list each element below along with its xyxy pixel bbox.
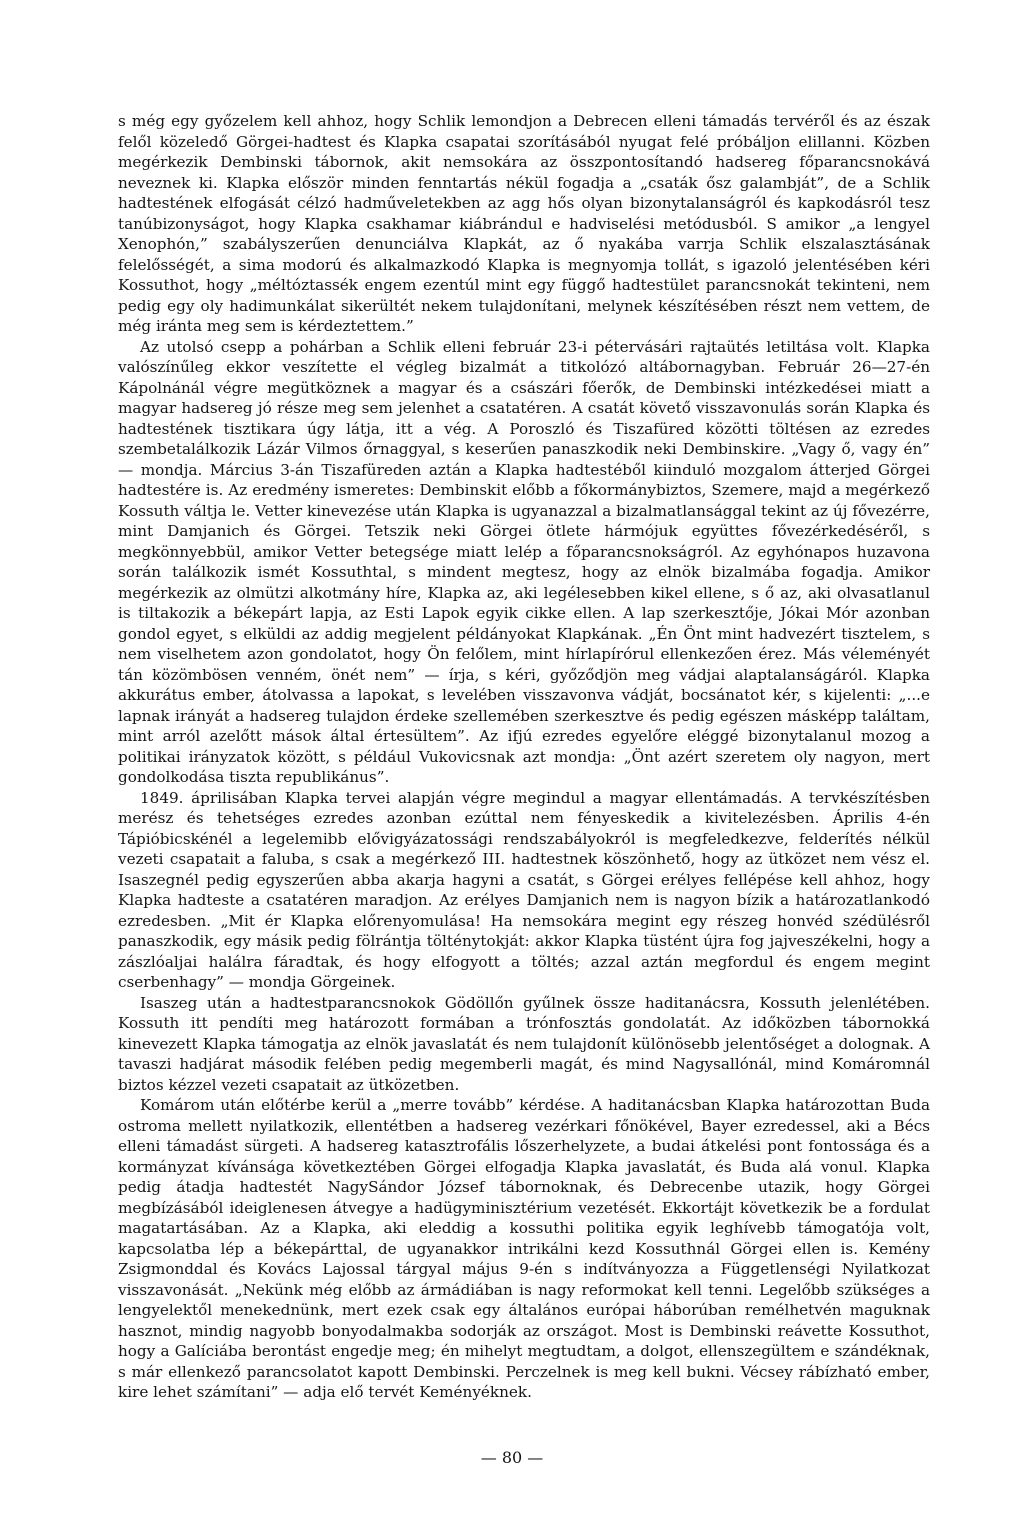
paragraph-5: Komárom után előtérbe kerül a „merre tovább” kérdése. A haditanácsban Klapka határozottan Buda ostroma mellett nyilatkozik, ellentétben a hadsereg vezérkari főnökével, Bayer ezredessel, aki a Bécs elleni támadást sürgeti. A hadsereg katasztrofális lőszerhelyzete, a budai átkelési pont fontossága és a kormányzat kívánsága következtében Görgei elfogadja Klapka javaslatát, és Buda alá vonul. Klapka pedig átadja hadtestét NagySándor József tábornoknak, és Debrecenbe utazik, hogy Görgei megbízásából ideiglenesen átvegye a hadügyminisztérium vezetését. Ekkortájt következik be a fordulat magatartásában. Az a Klapka, aki eleddig a kossuthi politika egyik leghívebb támogatója volt, kapcsolatba lép a békepárttal, de ugyanakkor intrikálni kezd Kossuthnál Görgei ellen is. Kemény Zsigmonddal és Kovács Lajossal tárgyal május 9-én s indítványozza a Függetlenségi Nyilatkozat visszavonását. „Nekünk még előbb az ármádiában is nagy reformokat kell tenni. Legelőbb szükséges a lengyelektől menekednünk, mert ezek csak egy általános európai háborúban remélhetvén maguknak hasznot, mindig nagyobb bonyodalmakba sodorják az országot. Most is Dembinski reávette Kossuthot, hogy a Galíciába berontást engedje meg; én mihelyt megtudtam, a dolgot, ellenszegültem e szándéknak, s már ellenkező parancsolatot kapott Dembinski. Perczelnek is meg kell bukni. Vécsey rábízható ember, kire lehet számítani” — adja elő tervét Keményéknek. <box>118 1096 930 1401</box>
paragraph-3: 1849. áprilisában Klapka tervei alapján végre megindul a magyar ellentámadás. A tervkészítésben merész és tehetséges ezredes azonban ezúttal nem fényeskedik a kivitelezésben. Április 4-én Tápióbicskénél a legelemibb elővigyázatossági rendszabályokról is megfeledkezve, felderítés nélkül vezeti csapatait a faluba, s csak a megérkező III. hadtestnek köszönhető, hogy az ütközet nem vész el. Isaszegnél pedig egyszerűen abba akarja hagyni a csatát, s Görgei erélyes fellépése kell ahhoz, hogy Klapka hadteste a csatatéren maradjon. Az erélyes Damjanich nem is nagyon bízik a határozatlankodó ezredesben. „Mit ér Klapka előrenyomulása! Ha nemsokára megint egy részeg honvéd szédülésről panaszkodik, egy másik pedig fölrántja tölténytokját: akkor Klapka tüstént újra fog jajveszékelni, hogy a zászlóaljai halálra fáradtak, és hogy elfogyott a töltés; azzal aztán megfordul és engem megint cserbenhagy” — mondja Görgeinek. <box>118 788 930 991</box>
paragraph-2: Az utolsó csepp a pohárban a Schlik elleni február 23-i pétervásári rajtaütés letiltása volt. Klapka valószínűleg ekkor veszítette el végleg bizalmát a titkolózó altábornagyban. Február 26—27-én Kápolnánál végre megütköznek a magyar és a császári főerők, de Dembinski intézkedései miatt a magyar hadsereg jó része meg sem jelenhet a csatatéren. A csatát követő visszavonulás során Klapka és hadtestének tisztikara úgy látja, itt a vég. A Poroszló és Tiszafüred közötti töltésen az ezredes szembetalálkozik Lázár Vilmos őrnaggyal, s keserűen panaszkodik neki Dembinskire. „Vagy ő, vagy én” — mondja. Március 3-án Tiszafüreden aztán a Klapka hadtestéből kiinduló mozgalom átterjed Görgei hadtestére is. Az eredmény ismeretes: Dembinskit előbb a főkormánybiztos, Szemere, majd a megérkező Kossuth váltja le. Vetter kinevezése után Klapka is ugyanazzal a bizalmatlansággal tekint az új fővezérre, mint Damjanich és Görgei. Tetszik neki Görgei ötlete hármójuk együttes fővezérkedéséről, s megkönnyebbül, amikor Vetter betegsége miatt lelép a főparancsnokságról. Az egyhónapos huzavona során találkozik ismét Kossuthtal, s mindent megtesz, hogy az elnök bizalmába fogadja. Amikor megérkezik az olmützi alkotmány híre, Klapka az, aki legélesebben kikel ellene, s ő az, aki olvasatlanul is tiltakozik a békepárt lapja, az Esti Lapok egyik cikke ellen. A lap szerkesztője, Jókai Mór azonban gondol egyet, s elküldi az addig megjelent példányokat Klapkának. „Én Önt mint hadvezért tisztelem, s nem viselhetem azon gondolatot, hogy Ön felőlem, mint hírlapírórul ellenkezően érez. Más véleményét tán közömbösen venném, önét nem” — írja, s kéri, győződjön meg vádjai alaptalanságáról. Klapka akkurátus ember, átolvassa a lapokat, s levelében visszavonva vádját, bocsánatot kér, s kijelenti: „...e lapnak irányát a hadsereg tulajdon érdeke szellemében szerkesztve és pedig egészen másképp találtam, mint arról azelőtt mások által értesültem”. Az ifjú ezredes egyelőre eléggé bizonytalanul mozog a politikai irányzatok között, s például Vukovicsnak azt mondja: „Önt azért szeretem oly nagyon, mert gondolkodása tiszta republikánus”. <box>118 337 930 786</box>
body-text <box>118 111 930 1403</box>
page-number: — 80 — <box>480 1448 544 1467</box>
paragraph-1: s még egy győzelem kell ahhoz, hogy Schlik lemondjon a Debrecen elleni támadás tervéről és az észak felől közeledő Görgei-hadtest és Klapka csapatai szorításából nyugat felé próbáljon elillanni. Közben megérkezik Dembinski tábornok, akit nemsokára az összpontosítandó hadsereg főparancsnokává neveznek ki. Klapka először minden fenntartás nékül fogadja a „csaták ősz galambját”, de a Schlik hadtestének elfogását célzó hadműveletekben az agg hős olyan bizonytalanságról és kapkodásról tesz tanúbizonyságot, hogy Klapka csakhamar kiábrándul e hadviselési metódusból. S amikor „a lengyel Xenophón,” szabályszerűen denunciálva Klapkát, az ő nyakába varrja Schlik elszalasztásának felelősségét, a sima modorú és alkalmazkodó Klapka is megnyomja tollát, s igazoló jelentésében kéri Kossuthot, hogy „méltóztassék engem ezentúl mint egy függő hadtestület parancsnokát tekinteni, nem pedig egy oly hadimunkálat sikerültét nekem tulajdonítani, melynek készítésében részt nem vettem, de még iránta meg sem is kérdeztettem.” <box>118 112 930 335</box>
paragraph-4: Isaszeg után a hadtestparancsnokok Gödöllőn gyűlnek össze haditanácsra, Kossuth jelenlétében. Kossuth itt pendíti meg határozott formában a trónfosztás gondolatát. Az időközben tábornokká kinevezett Klapka támogatja az elnök javaslatát és nem tulajdonít különösebb jelentőséget a dolognak. A tavaszi hadjárat második felében pedig megemberli magát, és mind Nagysallónál, mind Komáromnál biztos kézzel vezeti csapatait az ütközetben. <box>118 993 930 1094</box>
